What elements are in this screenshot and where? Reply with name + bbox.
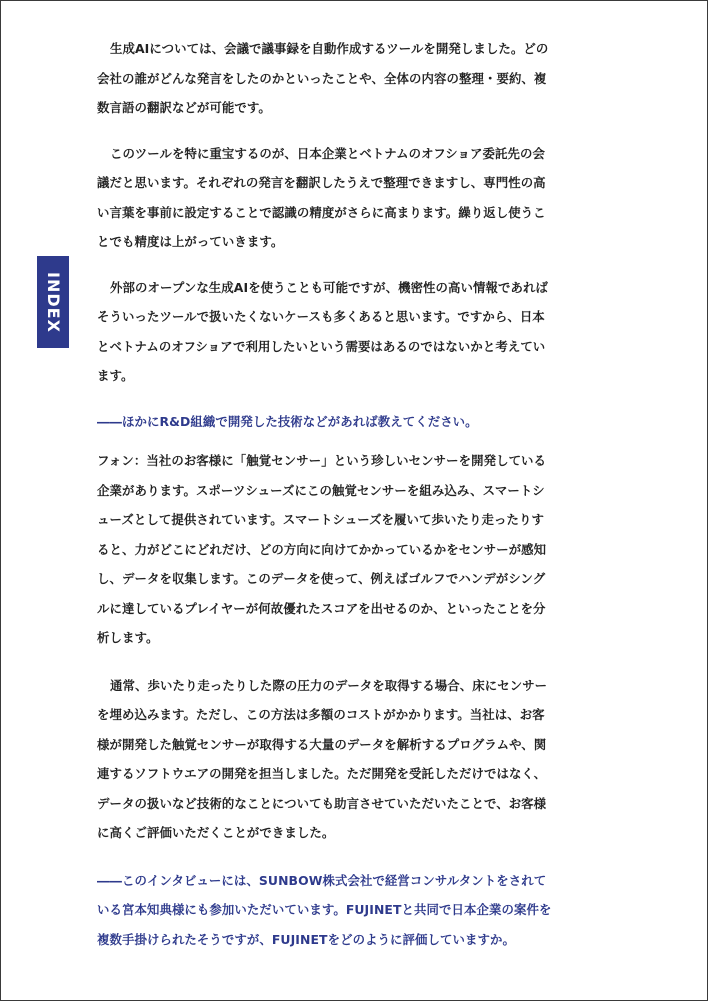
interview-question-sunbow: [97, 866, 611, 955]
paragraph-line: 外部のオープンな生成AIを使うことも可能ですが、機密性の高い情報であれば: [110, 279, 548, 295]
interview-question-rd: [97, 407, 611, 437]
paragraph-line: 生成AIについては、会議で議事録を自動作成するツールを開発しました。どの: [110, 41, 549, 56]
question-line: ――このインタビューには、SUNBOW株式会社で経営コンサルタントをされて: [97, 872, 547, 888]
paragraph-line: ルに達しているプレイヤーが何故優れたスコアを出せるのか、といったことを分: [97, 600, 546, 616]
index-tab-label: INDEX: [43, 271, 63, 333]
paragraph-offshore-meetings: [97, 139, 611, 257]
paragraph-line: し、データを収集します。このデータを使って、例えばゴルフでハンデがシング: [97, 571, 546, 586]
paragraph-line: フォン：当社のお客様に「触覚センサー」という珍しいセンサーを開発している: [97, 453, 547, 468]
question-line: ――ほかにR&D組織で開発した技術などがあれば教えてください。: [97, 413, 478, 429]
paragraph-line: データの扱いなど技術的なことについても助言させていただいたことで、お客様: [97, 795, 547, 811]
paragraph-line: に高くご評価いただくことができました。: [97, 825, 335, 840]
paragraph-pressure-data: [97, 671, 611, 848]
question-line: いる宮本知典様にも参加いただいています。FUJINETと共同で日本企業の案件を: [97, 902, 552, 917]
paragraph-line: 数言語の翻訳などが可能です。: [97, 100, 271, 115]
paragraph-line: とでも精度は上がっていきます。: [97, 234, 284, 249]
paragraph-line: ると、力がどこにどれだけ、どの方向に向けてかかっているかをセンサーが感知: [97, 541, 547, 557]
paragraph-confidential-data: [97, 273, 611, 391]
paragraph-line: そういったツールで扱いたくないケースも多くあると思います。ですから、日本: [97, 309, 545, 324]
paragraph-line: を埋め込みます。ただし、この方法は多額のコストがかかります。当社は、お客: [97, 707, 545, 722]
paragraph-line: とベトナムのオフショアで利用したいという需要はあるのではないかと考えてい: [97, 338, 546, 354]
paragraph-line: い言葉を事前に設定することで認識の精度がさらに高まります。繰り返し使うこ: [97, 204, 546, 220]
paragraph-line: 析します。: [97, 630, 159, 645]
paragraph-line: 会社の誰がどんな発言をしたのかといったことや、全体の内容の整理・要約、複: [97, 70, 547, 86]
paragraph-line: 様が開発した触覚センサーが取得する大量のデータを解析するプログラムや、関: [97, 736, 547, 752]
paragraph-line: 議だと思います。それぞれの発言を翻訳したうえで整理できますし、専門性の高: [97, 175, 546, 190]
paragraph-line: 通常、歩いたり走ったりした際の圧力のデータを取得する場合、床にセンサー: [110, 677, 548, 693]
question-line: 複数手掛けられたそうですが、FUJINETをどのように評価していますか。: [97, 931, 515, 947]
paragraph-line: ューズとして提供されています。スマートシューズを履いて歩いたり走ったりす: [97, 512, 544, 527]
article-body: [97, 34, 611, 974]
paragraph-line: このツールを特に重宝するのが、日本企業とベトナムのオフショア委託先の会: [110, 145, 545, 161]
paragraph-tactile-sensor: [97, 446, 611, 653]
paragraph-generative-ai-tool: [97, 34, 611, 123]
paragraph-line: ます。: [97, 368, 134, 383]
paragraph-line: 企業があります。スポーツシューズにこの触覚センサーを組み込み、スマートシ: [97, 482, 545, 498]
paragraph-line: 連するソフトウエアの開発を担当しました。ただ開発を受託しただけではなく、: [97, 766, 547, 781]
index-tab[interactable]: [37, 256, 69, 348]
